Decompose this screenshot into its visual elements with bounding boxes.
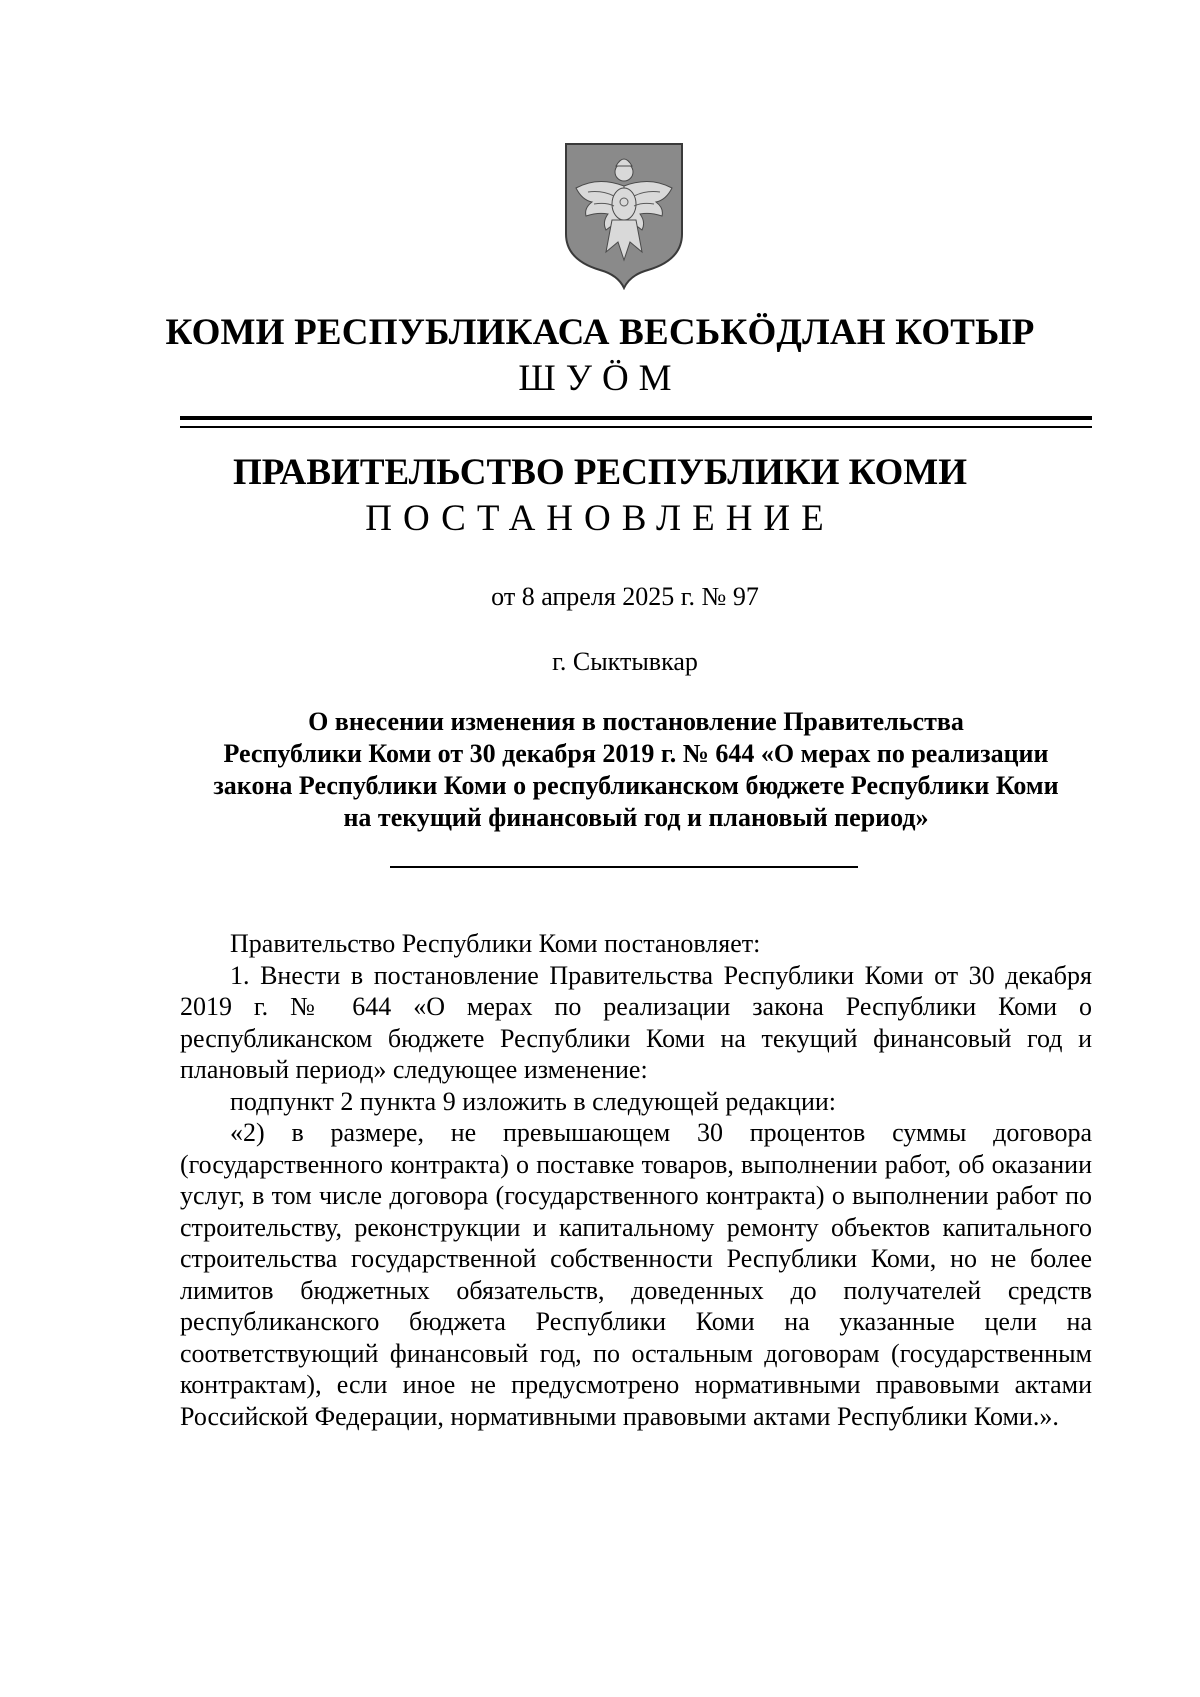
body-paragraph: Правительство Республики Коми постановляет: [230, 929, 761, 958]
body-paragraph: «2) в размере, не превышающем 30 процентов суммы договора (государственного контракта) о поставке товаров, выполнении работ, об оказании услуг, в том числе договора (государственного контракта) о выполнении работ по строительству, реконструкции и капитальному ремонту объектов капитального строительства государственной собственности Республики Коми, но не более лимитов бюджетных обязательств, доведенных до получателей средств республиканского бюджета Республики Коми на указанные цели на соответствующий финансовый год, по остальным договорам (государственным контрактам), если иное не предусмотрено нормативными правовыми актами Российской Федерации, нормативными правовыми актами Республики Коми.». [180, 1118, 1092, 1431]
document-date-number: от 8 апреля 2025 г. № 97 [491, 582, 759, 611]
russian-government-title: ПРАВИТЕЛЬСТВО РЕСПУБЛИКИ КОМИ [233, 452, 967, 493]
body-paragraph: 1. Внести в постановление Правительства Республики Коми от 30 декабря 2019 г. № 644 «О мерах по реализации закона Республики Коми о республиканском бюджете Республики Коми на текущий финансовый год и плановый период» следующее изменение: [180, 960, 1092, 1084]
header-divider-thick [180, 416, 1092, 420]
document-title-line: О внесении изменения в постановление Правительства [308, 707, 964, 736]
body-paragraph: подпункт 2 пункта 9 изложить в следующей редакции: [230, 1086, 836, 1116]
title-underline [390, 866, 858, 868]
document-city: г. Сыктывкар [552, 647, 698, 676]
document-title-line: Республики Коми от 30 декабря 2019 г. № 644 «О мерах по реализации [223, 739, 1049, 768]
russian-document-type: ПОСТАНОВЛЕНИЕ [365, 498, 835, 539]
komi-document-type: ШУӦМ [518, 358, 682, 399]
komi-republic-coat-of-arms-icon [562, 142, 686, 290]
header-divider-thin [180, 426, 1092, 428]
document-title-line: закона Республики Коми о республиканском бюджете Республики Коми [213, 771, 1059, 800]
document-title-line: на текущий финансовый год и плановый период» [343, 803, 929, 832]
document-body [180, 928, 1092, 1432]
komi-government-title: КОМИ РЕСПУБЛИКАСА ВЕСЬКӦДЛАН КОТЫР [165, 312, 1035, 353]
document-title [180, 706, 1092, 834]
